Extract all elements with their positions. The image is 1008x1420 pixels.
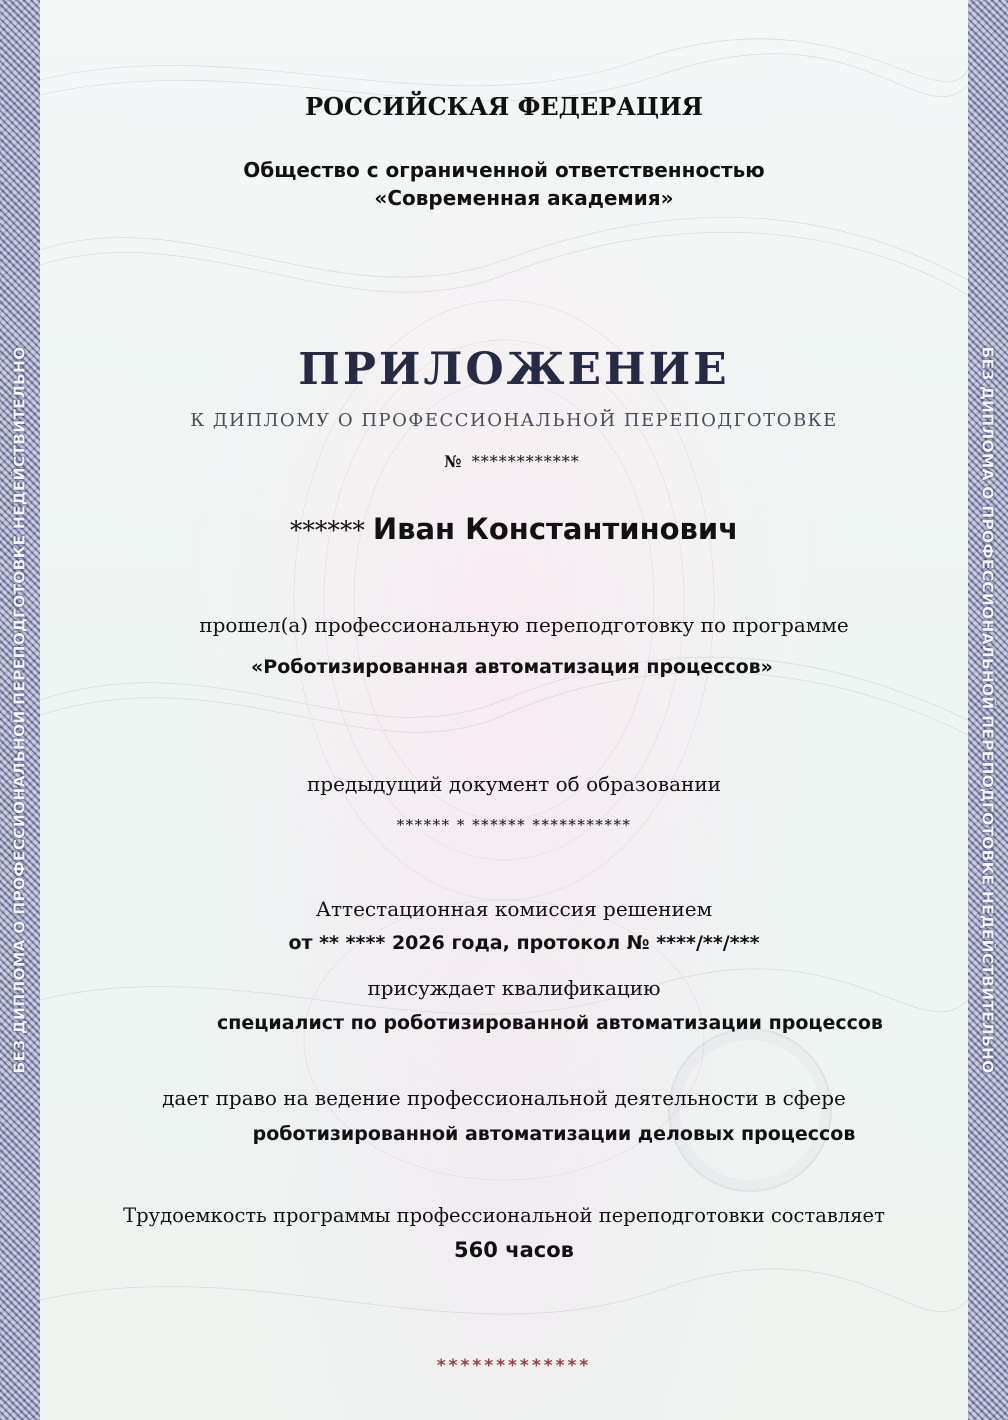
- rights-sphere: роботизированной автоматизации деловых процессов: [252, 1123, 856, 1145]
- country-heading: РОССИЙСКАЯ ФЕДЕРАЦИЯ: [305, 92, 703, 121]
- faint-seal: [668, 1028, 832, 1192]
- labor-intensity-statement: Трудоемкость программы профессиональной переподготовки составляет: [123, 1204, 885, 1227]
- left-border-text: БЕЗ ДИПЛОМА О ПРОФЕССИОНАЛЬНОЙ ПЕРЕПОДГОТОВКЕ НЕДЕЙСТВИТЕЛЬНО: [11, 346, 30, 1074]
- surname-masked: ******: [289, 516, 365, 545]
- previous-document-value: ****** * ****** ***********: [396, 816, 632, 834]
- document-subtitle: К ДИПЛОМУ О ПРОФЕССИОНАЛЬНОЙ ПЕРЕПОДГОТОВКЕ: [190, 410, 838, 431]
- document-number: [48, 452, 976, 471]
- awards-statement: присуждает квалификацию: [367, 976, 661, 1000]
- number-value: ************: [471, 452, 580, 471]
- organization-name: «Современная академия»: [374, 186, 674, 210]
- commission-statement: Аттестационная комиссия решением: [315, 897, 713, 921]
- right-border-text: БЕЗ ДИПЛОМА О ПРОФЕССИОНАЛЬНОЙ ПЕРЕПОДГОТОВКЕ НЕДЕЙСТВИТЕЛЬНО: [979, 346, 998, 1074]
- qualification-title: специалист по роботизированной автоматизации процессов: [217, 1012, 883, 1034]
- organization-type: Общество с ограниченной ответственностью: [243, 158, 765, 182]
- completed-statement: прошел(а) профессиональную переподготовку по программе: [199, 613, 849, 637]
- serial-number: *************: [436, 1356, 592, 1376]
- person-name: [50, 512, 978, 546]
- program-name: «Роботизированная автоматизация процессов»: [251, 656, 773, 678]
- previous-document-label: предыдущий документ об образовании: [306, 772, 722, 796]
- commission-decision: от ** **** 2026 года, протокол № ****/**/***: [288, 932, 760, 954]
- program-hours: 560 часов: [454, 1238, 574, 1262]
- number-sign: №: [444, 452, 462, 471]
- given-name: Иван Константинович: [372, 512, 739, 546]
- document-title: ПРИЛОЖЕНИЕ: [298, 344, 730, 395]
- rights-statement: дает право на ведение профессиональной деятельности в сфере: [162, 1086, 846, 1110]
